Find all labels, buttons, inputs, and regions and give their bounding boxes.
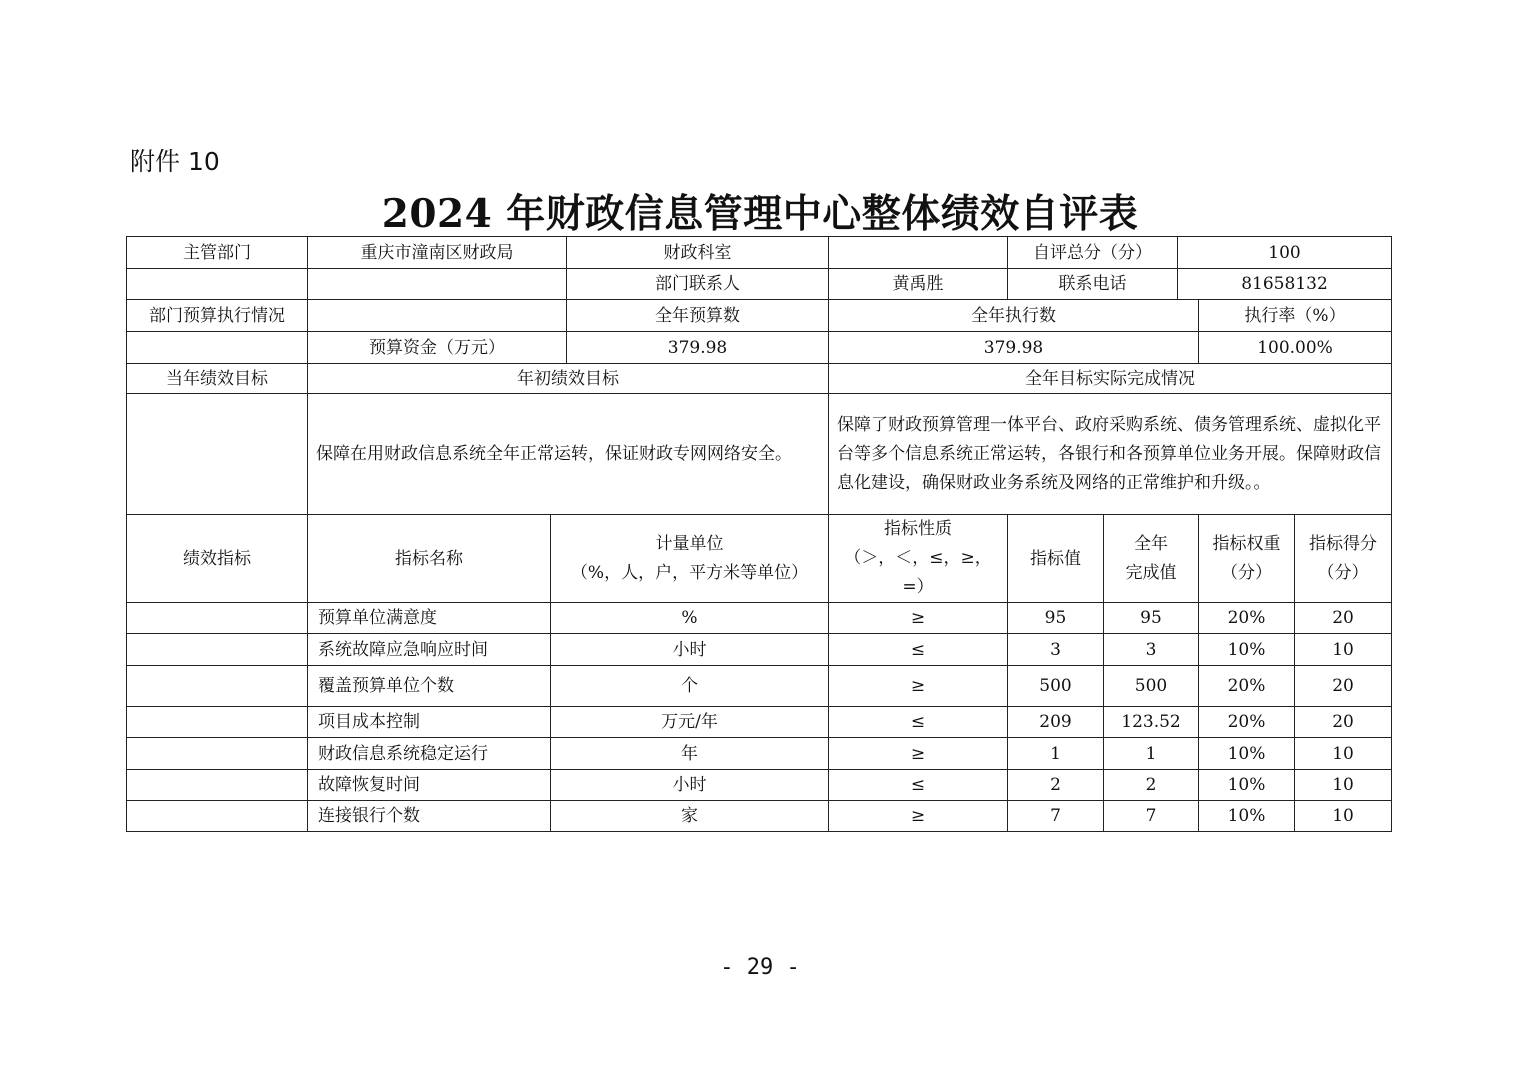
budget-section-label: 部门预算执行情况 bbox=[127, 300, 308, 332]
indicator-nature: ≤ bbox=[829, 707, 1008, 738]
contact-value: 黄禹胜 bbox=[829, 269, 1008, 300]
indicator-value: 209 bbox=[1008, 707, 1104, 738]
indicator-score: 10 bbox=[1295, 801, 1392, 832]
indicator-weight: 20% bbox=[1199, 707, 1295, 738]
indicator-weight-header: 指标权重 （分） bbox=[1199, 515, 1295, 603]
contact-label: 部门联系人 bbox=[567, 269, 829, 300]
indicator-score: 10 bbox=[1295, 634, 1392, 666]
indicator-name: 预算单位满意度 bbox=[308, 603, 551, 634]
indicator-nature: ≤ bbox=[829, 634, 1008, 666]
dept-value: 重庆市潼南区财政局 bbox=[308, 237, 567, 269]
indicator-weight: 20% bbox=[1199, 666, 1295, 707]
dept-label: 主管部门 bbox=[127, 237, 308, 269]
indicator-value: 2 bbox=[1008, 770, 1104, 801]
indicator-score: 20 bbox=[1295, 603, 1392, 634]
indicators-section-label: 绩效指标 bbox=[127, 515, 308, 603]
indicator-weight: 20% bbox=[1199, 603, 1295, 634]
indicator-name: 覆盖预算单位个数 bbox=[308, 666, 551, 707]
indicator-nature: ≥ bbox=[829, 801, 1008, 832]
indicator-done: 95 bbox=[1104, 603, 1199, 634]
indicator-nature-header: 指标性质 （＞，＜，≤，≥，=） bbox=[829, 515, 1008, 603]
indicator-value-header: 指标值 bbox=[1008, 515, 1104, 603]
table-row bbox=[127, 770, 1392, 801]
indicator-done: 123.52 bbox=[1104, 707, 1199, 738]
phone-label: 联系电话 bbox=[1008, 269, 1178, 300]
indicator-unit: 个 bbox=[551, 666, 829, 707]
indicator-score: 10 bbox=[1295, 738, 1392, 770]
budget-plan-header: 全年预算数 bbox=[567, 300, 829, 332]
indicator-name-header: 指标名称 bbox=[308, 515, 551, 603]
indicator-done: 500 bbox=[1104, 666, 1199, 707]
indicator-score: 10 bbox=[1295, 770, 1392, 801]
indicator-nature: ≥ bbox=[829, 666, 1008, 707]
indicator-value: 95 bbox=[1008, 603, 1104, 634]
table-row bbox=[127, 634, 1392, 666]
page-number: - 29 - bbox=[720, 955, 800, 980]
indicator-nature: ≥ bbox=[829, 603, 1008, 634]
indicator-done: 3 bbox=[1104, 634, 1199, 666]
table-row bbox=[127, 707, 1392, 738]
goals-actual-text: 保障了财政预算管理一体平台、政府采购系统、债务管理系统、虚拟化平台等多个信息系统正常运转，各银行和各预算单位业务开展。保障财政信息化建设，确保财政业务系统及网络的正常维护和升级。。 bbox=[829, 394, 1392, 515]
budget-row-label: 预算资金（万元） bbox=[308, 332, 567, 364]
indicator-unit: 万元/年 bbox=[551, 707, 829, 738]
indicator-value: 3 bbox=[1008, 634, 1104, 666]
attachment-label: 附件 10 bbox=[130, 147, 220, 176]
page-title: 2024 年财政信息管理中心整体绩效自评表 bbox=[381, 191, 1139, 237]
indicator-weight: 10% bbox=[1199, 738, 1295, 770]
indicator-value: 1 bbox=[1008, 738, 1104, 770]
indicator-weight: 10% bbox=[1199, 801, 1295, 832]
score-label: 自评总分（分） bbox=[1008, 237, 1178, 269]
info-row-2 bbox=[127, 269, 1392, 300]
indicator-value: 7 bbox=[1008, 801, 1104, 832]
indicator-score: 20 bbox=[1295, 707, 1392, 738]
goals-header-row bbox=[127, 364, 1392, 394]
indicator-name: 系统故障应急响应时间 bbox=[308, 634, 551, 666]
goals-text-row bbox=[127, 394, 1392, 515]
indicator-unit: 年 bbox=[551, 738, 829, 770]
indicator-done-header: 全年 完成值 bbox=[1104, 515, 1199, 603]
indicator-unit-header: 计量单位 （%，人，户，平方米等单位） bbox=[551, 515, 829, 603]
budget-rate-header: 执行率（%） bbox=[1199, 300, 1392, 332]
goals-initial-text: 保障在用财政信息系统全年正常运转，保证财政专网网络安全。 bbox=[308, 394, 829, 515]
table-row bbox=[127, 801, 1392, 832]
indicator-header-row bbox=[127, 515, 1392, 603]
indicator-score-header: 指标得分 （分） bbox=[1295, 515, 1392, 603]
goals-actual-header: 全年目标实际完成情况 bbox=[829, 364, 1392, 394]
evaluation-table bbox=[126, 236, 1392, 832]
table-row bbox=[127, 738, 1392, 770]
indicator-nature: ≤ bbox=[829, 770, 1008, 801]
indicator-unit: % bbox=[551, 603, 829, 634]
score-value: 100 bbox=[1178, 237, 1392, 269]
indicator-unit: 小时 bbox=[551, 770, 829, 801]
office-label: 财政科室 bbox=[567, 237, 829, 269]
phone-value: 81658132 bbox=[1178, 269, 1392, 300]
indicator-weight: 10% bbox=[1199, 634, 1295, 666]
info-row-1 bbox=[127, 237, 1392, 269]
table-row bbox=[127, 603, 1392, 634]
indicator-name: 故障恢复时间 bbox=[308, 770, 551, 801]
indicator-value: 500 bbox=[1008, 666, 1104, 707]
indicator-name: 连接银行个数 bbox=[308, 801, 551, 832]
budget-rate-value: 100.00% bbox=[1199, 332, 1392, 364]
budget-exec-value: 379.98 bbox=[829, 332, 1199, 364]
goals-section-label: 当年绩效目标 bbox=[127, 364, 308, 394]
budget-header-row bbox=[127, 300, 1392, 332]
table-row bbox=[127, 666, 1392, 707]
office-value bbox=[829, 237, 1008, 269]
indicator-score: 20 bbox=[1295, 666, 1392, 707]
indicator-unit: 家 bbox=[551, 801, 829, 832]
indicator-name: 项目成本控制 bbox=[308, 707, 551, 738]
indicator-done: 1 bbox=[1104, 738, 1199, 770]
indicator-unit: 小时 bbox=[551, 634, 829, 666]
budget-exec-header: 全年执行数 bbox=[829, 300, 1199, 332]
indicator-done: 7 bbox=[1104, 801, 1199, 832]
budget-value-row bbox=[127, 332, 1392, 364]
indicator-done: 2 bbox=[1104, 770, 1199, 801]
indicator-name: 财政信息系统稳定运行 bbox=[308, 738, 551, 770]
indicator-nature: ≥ bbox=[829, 738, 1008, 770]
budget-plan-value: 379.98 bbox=[567, 332, 829, 364]
goals-initial-header: 年初绩效目标 bbox=[308, 364, 829, 394]
indicator-weight: 10% bbox=[1199, 770, 1295, 801]
